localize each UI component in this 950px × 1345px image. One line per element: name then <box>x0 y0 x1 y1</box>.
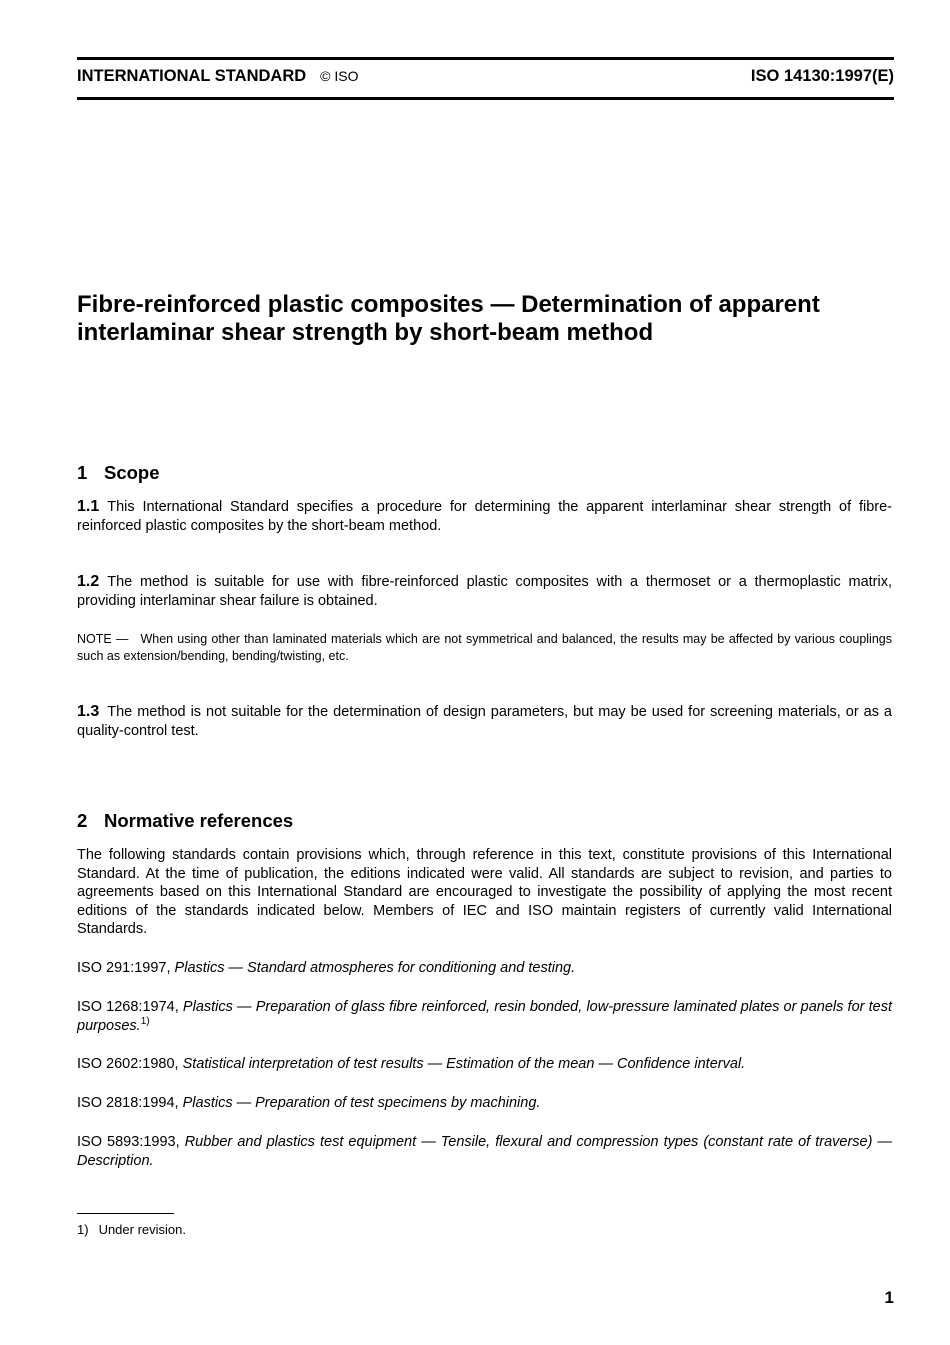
reference-item <box>77 1055 892 1074</box>
note <box>77 631 892 665</box>
document-title <box>77 291 894 347</box>
clause-number: 1.2 <box>77 573 100 590</box>
reference-title: Statistical interpretation of test results — Estimation of the mean — Confidence interval. <box>182 1056 746 1072</box>
footnote <box>77 1222 186 1237</box>
clause-number: 1.1 <box>77 498 100 515</box>
reference-item <box>77 998 892 1035</box>
reference-title: Plastics — Preparation of test specimens by machining. <box>182 1095 541 1111</box>
reference-title: Plastics — Preparation of glass fibre reinforced, resin bonded, low-pressure laminated plates or panels for test purposes. <box>77 999 893 1034</box>
clause-number: 1.3 <box>77 703 100 720</box>
header-copyright: © ISO <box>320 68 359 84</box>
reference-item <box>77 959 892 978</box>
header-bottom-rule <box>77 97 894 100</box>
section-2-heading <box>77 810 293 832</box>
reference-code: ISO 2818:1994, <box>77 1095 179 1111</box>
section-2-number: 2 <box>77 810 88 831</box>
clause-text: The method is suitable for use with fibre-reinforced plastic composites with a thermoset or a thermoplastic matrix, providing interlaminar shear failure is obtained. <box>77 574 892 609</box>
header-doc-number: ISO 14130:1997(E) <box>750 67 894 85</box>
section-1-title: Scope <box>104 462 160 483</box>
page-header <box>77 67 894 86</box>
title-line-2: interlaminar shear strength by short-beam method <box>77 319 654 346</box>
footnote-marker: 1) <box>140 1015 150 1027</box>
footnote-text: Under revision. <box>98 1222 186 1237</box>
clause-text: The method is not suitable for the determination of design parameters, but may be used for screening materials, or as a quality-control test. <box>77 704 892 739</box>
footnote-separator <box>77 1213 174 1214</box>
reference-item <box>77 1094 892 1113</box>
reference-code: ISO 1268:1974, <box>77 999 179 1015</box>
clause-1-2 <box>77 573 892 610</box>
section-1-heading <box>77 462 160 484</box>
header-left <box>77 67 358 86</box>
title-line-1: Fibre-reinforced plastic composites — Determination of apparent <box>77 291 820 318</box>
reference-title: Rubber and plastics test equipment — Tensile, flexural and compression types (constant rate of traverse) — Description. <box>77 1134 893 1169</box>
clause-1-3 <box>77 703 892 740</box>
header-top-rule <box>77 57 894 60</box>
section-2-title: Normative references <box>104 810 294 831</box>
clause-text: This International Standard specifies a procedure for determining the apparent interlaminar shear strength of fibre-reinforced plastic composites by the short-beam method. <box>77 499 892 534</box>
normative-intro: The following standards contain provisions which, through reference in this text, constitute provisions of this International Standard. At the time of publication, the editions indicated were valid. All standards are subject to revision, and parties to agreements based on this International Standard are encouraged to investigate the possibility of applying the most recent editions of the standards indicated below. Members of IEC and ISO maintain registers of currently valid International Standards. <box>77 847 892 937</box>
section-1-number: 1 <box>77 462 88 483</box>
reference-item <box>77 1133 892 1170</box>
note-label: NOTE — <box>77 632 129 646</box>
note-text: When using other than laminated materials which are not symmetrical and balanced, the results may be affected by various couplings such as extension/bending, bending/twisting, etc. <box>77 632 892 663</box>
header-standard-label: INTERNATIONAL STANDARD <box>77 67 307 85</box>
reference-code: ISO 5893:1993, <box>77 1134 180 1150</box>
clause-1-1 <box>77 498 892 535</box>
footnote-number: 1) <box>77 1222 89 1237</box>
page-number: 1 <box>884 1288 894 1307</box>
reference-title: Plastics — Standard atmospheres for conditioning and testing. <box>174 960 576 976</box>
reference-code: ISO 2602:1980, <box>77 1056 179 1072</box>
reference-code: ISO 291:1997, <box>77 960 171 976</box>
